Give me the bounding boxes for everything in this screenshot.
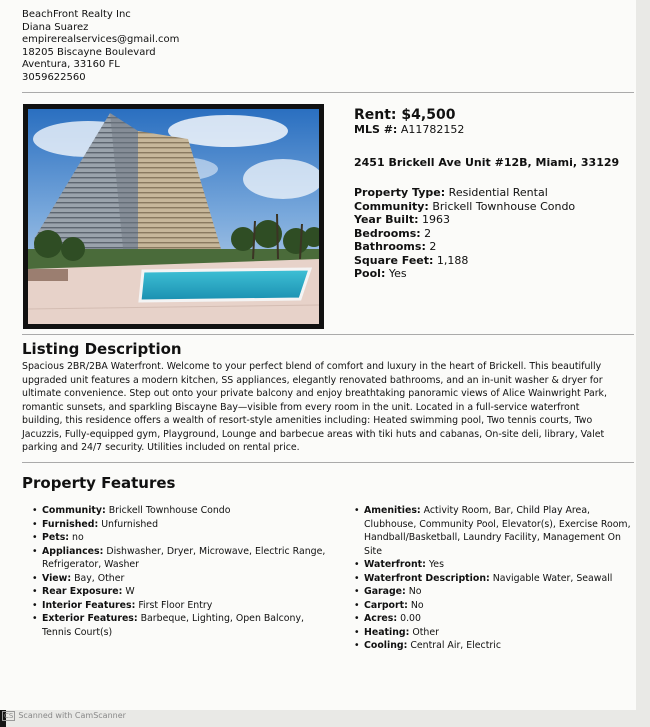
agent-city: Aventura, 33160 FL xyxy=(22,59,120,70)
feature-exterior: • Exterior Features: Barbeque, Lighting, Open Balcony, Tennis Court(s) xyxy=(42,612,332,639)
property-photo xyxy=(23,104,324,329)
mls-line xyxy=(354,123,636,136)
agent-phone[interactable]: 3059622560 xyxy=(22,71,86,83)
feature-interior: • Interior Features: First Floor Entry xyxy=(42,599,332,613)
fact-property-type: Property Type: Residential Rental xyxy=(354,186,548,199)
features-left-column xyxy=(32,504,332,639)
feature-pets: • Pets: no xyxy=(42,531,332,545)
fact-pool: Pool: Yes xyxy=(354,267,407,280)
feature-waterfront-description: • Waterfront Description: Navigable Water, Seawall xyxy=(364,572,634,586)
rent-line xyxy=(354,107,636,123)
feature-heating: • Heating: Other xyxy=(364,626,634,640)
feature-waterfront: • Waterfront: Yes xyxy=(364,558,634,572)
camscanner-logo-icon: CS xyxy=(4,712,14,720)
description-text: Spacious 2BR/2BA Waterfront. Welcome to your perfect blend of comfort and luxury in the heart of Brickell. This beautifully upgraded unit features a modern kitchen, SS appliances, elegantly renovated bathrooms, and an in-unit washer & dryer for ultimate convenience. Step out onto your private balcony and enjoy breathtaking panoramic views of Alice Wainwright Park, romantic sunsets, and sparkling Biscayne Bay—visible from every room in the unit. Located in a full-service waterfront building, this residence offers a wealth of resort-style amenities including: Heated swimming pool, Two tennis courts, Two Jacuzzis, Fully-equipped gym, Playground, Lounge and barbecue areas with tiki huts and cabanas, On-site deli, library, Valet parking and 24/7 security. Utilities included on rental price. xyxy=(22,361,607,453)
fact-bedrooms: Bedrooms: 2 xyxy=(354,226,432,240)
condo-building-photo xyxy=(28,109,319,324)
agent-name: Diana Suarez xyxy=(22,21,89,33)
features-title: Property Features xyxy=(22,474,176,492)
feature-view: • View: Bay, Other xyxy=(42,572,332,586)
camscanner-text: Scanned with CamScanner xyxy=(18,711,126,720)
feature-appliances: • Appliances: Dishwasher, Dryer, Microwave, Electric Range, Refrigerator, Washer xyxy=(42,545,332,572)
agent-street: 18205 Biscayne Boulevard xyxy=(22,46,156,58)
header-divider xyxy=(22,92,634,93)
fact-square-feet: Square Feet: 1,188 xyxy=(354,253,469,267)
feature-community: • Community: Brickell Townhouse Condo xyxy=(42,504,332,518)
features-right-column xyxy=(354,504,634,653)
fact-list xyxy=(354,186,636,281)
rent-label: Rent: xyxy=(354,107,397,123)
description-divider xyxy=(22,462,634,463)
feature-acres: • Acres: 0.00 xyxy=(364,612,634,626)
fact-bathrooms: Bathrooms: 2 xyxy=(354,240,437,253)
camscanner-watermark xyxy=(2,711,126,721)
mls-value: A11782152 xyxy=(400,123,465,136)
agent-email[interactable]: empirerealservices@gmail.com xyxy=(22,34,180,45)
feature-garage: • Garage: No xyxy=(364,585,634,599)
feature-cooling: • Cooling: Central Air, Electric xyxy=(364,639,634,653)
feature-rear-exposure: • Rear Exposure: W xyxy=(42,585,332,599)
agent-company: BeachFront Realty Inc xyxy=(22,9,131,20)
property-address: 2451 Brickell Ave Unit #12B, Miami, 33129 xyxy=(354,156,620,169)
feature-carport: • Carport: No xyxy=(364,599,634,613)
rent-value: $4,500 xyxy=(401,107,456,123)
mls-label: MLS #: xyxy=(354,123,398,136)
feature-amenities: • Amenities: Activity Room, Bar, Child Play Area, Clubhouse, Community Pool, Elevator(s), Exercise Room, Handball/Basketball, Laundry Facility, Management On Site xyxy=(364,504,634,558)
listing-summary xyxy=(354,107,636,281)
fact-community: Community: Brickell Townhouse Condo xyxy=(354,199,576,213)
fact-year-built: Year Built: 1963 xyxy=(354,213,451,226)
feature-furnished: • Furnished: Unfurnished xyxy=(42,518,332,532)
agent-info xyxy=(22,9,179,84)
description-title: Listing Description xyxy=(22,340,182,358)
photo-divider xyxy=(22,334,634,335)
